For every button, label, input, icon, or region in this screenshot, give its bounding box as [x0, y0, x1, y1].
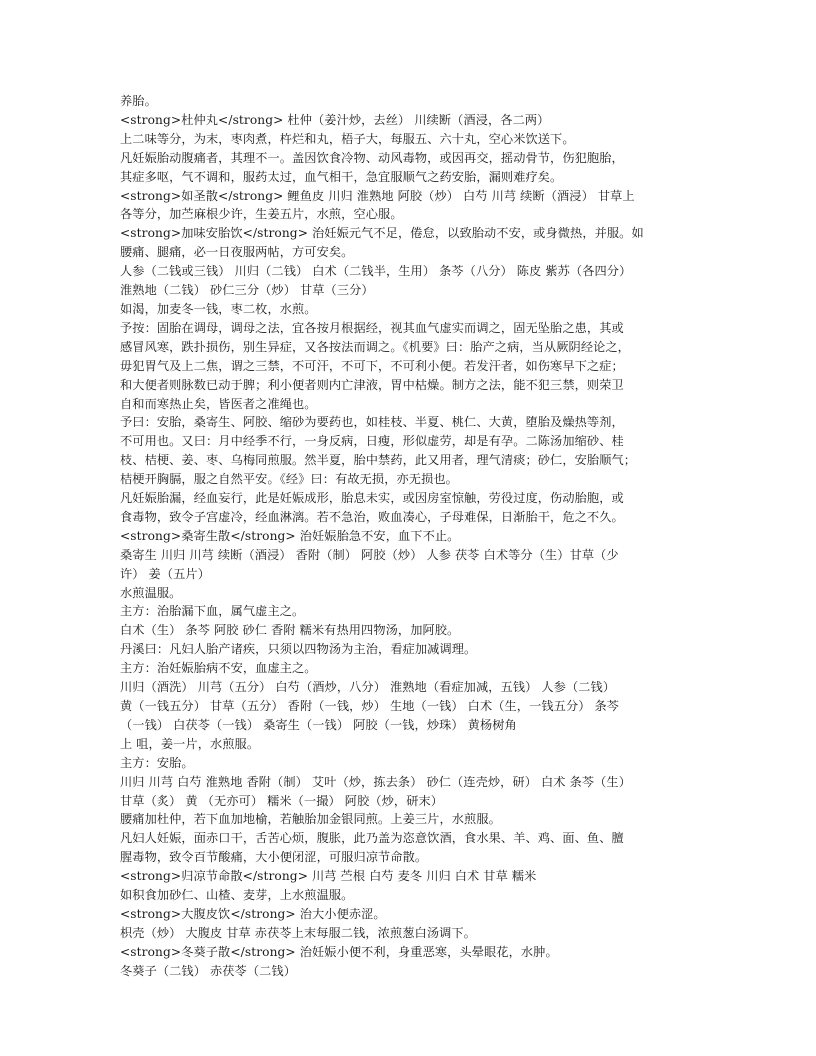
text-line: <strong>加味安胎饮</strong> 治妊娠元气不足，倦怠，以致胎动不安，或身微热，并服。如: [120, 226, 644, 241]
text-line: 食毒物，致令子宫虚冷，经血淋漓。若不急治，败血凑心，子母难保，日渐胎干，危之不久。: [120, 509, 624, 524]
text-line: （一钱） 白茯苓（一钱） 桑寄生（一钱） 阿胶（一钱，炒珠） 黄杨树角: [120, 717, 517, 732]
text-line: 予曰：安胎，桑寄生、阿胶、缩砂为要药也，如桂枝、半夏、桃仁、大黄，堕胎及燥热等剂，: [120, 415, 624, 430]
text-line: 不可用也。又曰：月中经季不行，一身反病，日瘦，形似虚劳，却是有孕。二陈汤加缩砂、桂: [120, 434, 624, 449]
text-line: 主方：治胎漏下血，属气虚主之。: [120, 604, 305, 619]
text-body: [120, 92, 700, 981]
text-line: 川归 川芎 白芍 淮熟地 香附（制） 艾叶（炒，拣去条） 砂仁（连壳炒，研） 白术 条芩（生）: [120, 774, 632, 789]
text-line: 腥毒物，致令百节酸痛，大小便闭涩，可服归凉节命散。: [120, 850, 428, 865]
text-line: 毋犯胃气及上二焦，谓之三禁，不可汗，不可下，不可利小便。若发汗者，如伤寒早下之症；: [120, 358, 624, 373]
text-line: 丹溪曰：凡妇人胎产诸疾，只须以四物汤为主治，看症加减调理。: [120, 642, 477, 657]
text-line: <strong>大腹皮饮</strong> 治大小便赤涩。: [120, 906, 386, 921]
text-line: 白术（生） 条芩 阿胶 砂仁 香附 糯米有热用四物汤，加阿胶。: [120, 623, 460, 638]
text-line: <strong>杜仲丸</strong> 杜仲（姜汁炒，去丝） 川续断（酒浸，各二两）: [120, 112, 550, 127]
text-line: 凡妊娠胎动腹痛者，其理不一。盖因饮食冷物、动风毒物，或因再交，摇动骨节，伤犯胞胎，: [120, 150, 624, 165]
text-line: 甘草（炙） 黄 （无亦可） 糯米（一撮） 阿胶（炒，研末）: [120, 793, 444, 808]
text-line: 淮熟地（二钱） 砂仁三分（炒） 甘草（三分）: [120, 283, 374, 298]
text-line: 上二味等分，为末，枣肉煮，杵烂和丸，梧子大，每服五、六十丸，空心米饮送下。: [120, 131, 575, 146]
text-line: 主方：安胎。: [120, 755, 194, 770]
text-line: 予按：固胎在调母，调母之法，宜各按月根据经，视其血气虚实而调之，固无坠胎之患，其或: [120, 320, 624, 335]
text-line: 黄（一钱五分） 甘草（五分） 香附（一钱，炒） 生地（一钱） 白术（生，一钱五分） 条芩: [120, 699, 620, 713]
text-line: 冬葵子（二钱） 赤茯苓（二钱）: [120, 963, 296, 978]
text-line: 主方：治妊娠胎病不安，血虚主之。: [120, 661, 317, 676]
text-line: 和大便者则脉数已动于脾；利小便者则内亡津液，胃中枯燥。制方之法，能不犯三禁，则荣卫: [120, 377, 624, 392]
text-line: 各等分，加苎麻根少许，生姜五片，水煎，空心服。: [120, 207, 403, 222]
text-line: <strong>如圣散</strong> 鲤鱼皮 川归 淮熟地 阿胶（炒） 白芍 川芎 续断（酒浸） 甘草上: [120, 188, 635, 203]
text-line: <strong>冬葵子散</strong> 治妊娠小便不利，身重恶寒，头晕眼花，水肿。: [120, 944, 558, 959]
text-line: 川归（酒洗） 川芎（五分） 白芍（酒炒，八分） 淮熟地（看症加减，五钱） 人参（二钱）: [120, 680, 616, 695]
text-line: 其症多呕，气不调和，服药太过，血气相干，急宜服顺气之药安胎，漏则难疗矣。: [120, 169, 563, 184]
text-line: 人参（二钱或三钱） 川归（二钱） 白术（二钱半，生用） 条芩（八分） 陈皮 紫苏（各四分）: [120, 264, 632, 279]
text-line: 腰痛、腿痛，必一日夜服两帖，方可安矣。: [120, 245, 354, 260]
text-line: 水煎温服。: [120, 585, 182, 600]
text-line: 感冒风寒，跌扑损伤，别生异症，又各按法而调之。《机要》曰：胎产之病，当从厥阴经论之，: [120, 339, 630, 354]
text-line: <strong>桑寄生散</strong> 治妊娠胎急不安，血下不止。: [120, 528, 460, 543]
text-line: 腰痛加杜仲，若下血加地榆，若触胎加金银同煎。上姜三片，水煎服。: [120, 812, 501, 827]
text-line: 凡妊娠胎漏，经血妄行，此是妊娠成形，胎息未实，或因房室惊触，劳役过度，伤动胎胞，或: [120, 491, 624, 506]
text-line: 上 咀，姜一片，水煎服。: [120, 736, 260, 751]
text-line: <strong>归凉节命散</strong> 川芎 苎根 白芍 麦冬 川归 白术 甘草 糯米: [120, 869, 537, 884]
text-line: 枝、桔梗、姜、枣、乌梅同煎服。然半夏，胎中禁药，此又用者，理气清痰；砂仁，安胎顺气；: [120, 453, 637, 468]
text-line: 凡妇人妊娠，面赤口干，舌苦心烦，腹胀，此乃盖为恣意饮酒，食水果、羊、鸡、面、鱼、膻: [120, 831, 624, 846]
text-line: 自和而寒热止矣，皆医者之准绳也。: [120, 396, 317, 411]
text-line: 许） 姜（五片）: [120, 566, 210, 581]
text-line: 桑寄生 川归 川芎 续断（酒浸） 香附（制） 阿胶（炒） 人参 茯苓 白术等分（生）甘草（少: [120, 547, 619, 562]
text-line: 如积食加砂仁、山楂、麦芽，上水煎温服。: [120, 888, 354, 903]
text-line: 养胎。: [120, 94, 157, 108]
text-line: 如渴，加麦冬一钱，枣二枚，水煎。: [120, 301, 317, 316]
text-line: 枳壳（炒） 大腹皮 甘草 赤茯苓上末每服二钱，浓煎葱白汤调下。: [120, 925, 476, 940]
text-line: 桔梗开胸膈，服之自然平安。《经》曰：有故无损，亦无损也。: [120, 472, 458, 487]
